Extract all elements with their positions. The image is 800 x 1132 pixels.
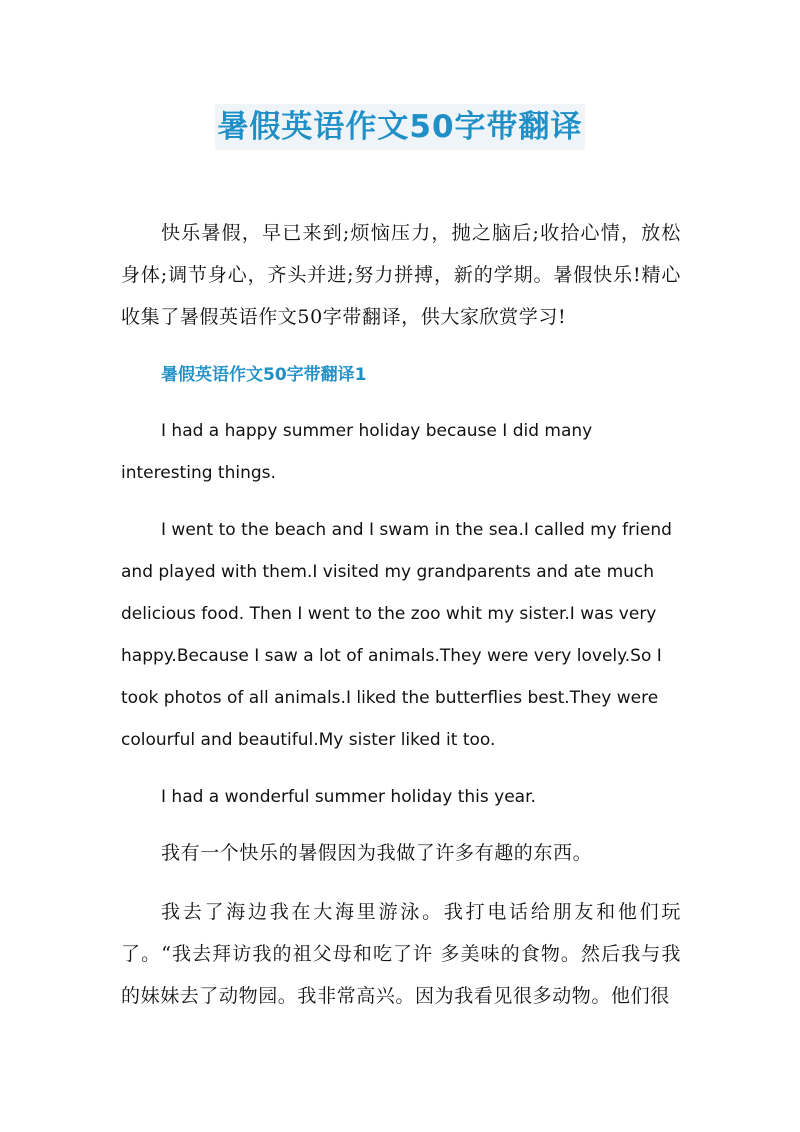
chinese-paragraph-1: 我有一个快乐的暑假因为我做了许多有趣的东西。 <box>161 842 593 864</box>
intro-paragraph: 快乐暑假，早已来到;烦恼压力，抛之脑后;收拾心情，放松身体;调节身心，齐头并进;努力拼搏，新的学期。暑假快乐!精心收集了暑假英语作文50字带翻译，供大家欣赏学习! <box>121 222 681 328</box>
chinese-paragraph-2: 我去了海边我在大海里游泳。我打电话给朋友和他们玩了。“我去拜访我的祖父母和吃了许 多美味的食物。然后我与我的妹妹去了动物园。我非常高兴。因为我看见很多动物。他们很 <box>121 901 681 1007</box>
section-heading: 暑假英语作文50字带翻译1 <box>161 365 367 385</box>
document-title-block <box>0 104 800 150</box>
english-paragraph-3: I had a wonderful summer holiday this year. <box>161 787 536 807</box>
english-paragraph-2: I went to the beach and I swam in the sea.I called my friend and played with them.I visited my grandparents and ate much delicious food. Then I went to the zoo whit my sister.I was very happy.Because I saw a lot of animals.They were very lovely.So I took photos of all animals.I liked the butterflies best.They were colourful and beautiful.My sister liked it too. <box>121 520 672 750</box>
english-paragraph-1: I had a happy summer holiday because I did many interesting things. <box>121 421 593 483</box>
document-title: 暑假英语作文50字带翻译 <box>215 104 584 150</box>
